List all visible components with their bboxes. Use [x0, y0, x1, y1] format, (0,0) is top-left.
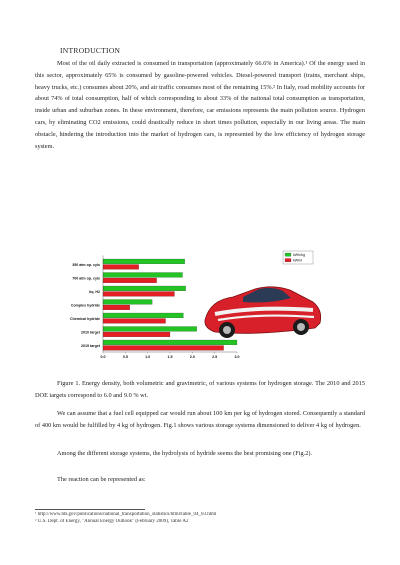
x-tick-label: 2.5	[212, 355, 218, 359]
footnote-1: ¹ http://www.bts.gov/publications/national_transportation_statistics/html/table_04_03.html	[35, 512, 217, 517]
bar	[103, 346, 224, 351]
intro-paragraph-text: Most of the oil daily extracted is consumed in transportation (approximately 66.6% in America).¹ Of the energy used in this sector, approximately 65% is consumed by gasoline-powered vehicles. Diesel-powered transport (trains, merchant ships, heavy trucks, etc.) consumes about 20%, and air traffic consumes most of the remaining 15%.² In Italy, road mobility accounts for about 74% of total consumption, half of which corresponding to about 33% of the national total consumption as transportation, inside urban and suburban zones. In these environment, therefore, car emissions represents the main pollution source. Hydrogen cars, by eliminating CO2 emissions, could drastically reduce in short times pollution, especially in our living areas. The main obstacle, hindering the introduction into the market of hydrogen cars, is represented by the low efficiency of hydrogen storage system.	[35, 60, 365, 150]
category-label: liq. H2	[89, 290, 100, 294]
category-label: 2010 target	[81, 330, 100, 335]
bar	[103, 265, 139, 270]
legend-label: kWh/kg	[293, 253, 305, 257]
category-label: 350 atm op. cyls	[72, 263, 100, 267]
bar	[103, 332, 170, 337]
x-tick-label: 1.5	[167, 355, 173, 359]
footnote-2: ² U.S. Dept. of Energy, "Annual Energy Outlook" (February 2009), Table A2	[35, 519, 189, 524]
bar	[103, 292, 174, 297]
legend-swatch	[285, 253, 291, 256]
body-paragraph-2	[35, 408, 365, 432]
bar	[103, 313, 183, 318]
bar	[103, 305, 130, 310]
legend-swatch	[285, 259, 291, 262]
x-tick-label: 0.5	[122, 355, 128, 359]
x-tick-label: 2.0	[189, 355, 195, 359]
bar	[103, 327, 197, 332]
bar	[103, 300, 152, 305]
bar	[103, 319, 166, 324]
car-hub-rear	[297, 323, 305, 331]
body-paragraph-4	[35, 474, 365, 486]
intro-paragraph	[35, 58, 365, 152]
x-tick-label: 1.0	[145, 355, 151, 359]
car-illustration	[205, 287, 321, 338]
category-label: Chemical hydride	[70, 317, 100, 321]
legend-label: kWh/l	[293, 258, 302, 263]
section-heading: INTRODUCTION	[60, 46, 121, 55]
body-paragraph-2-text: We can assume that a fuel cell equipped car would run about 100 km per kg of hydrogen stored. Consequently a standard of 400 km would be fulfilled by 4 kg of hydrogen. Fig.1 shows various storage systems dimensioned to deliver 4 kg of hydrogen.	[35, 410, 365, 429]
body-paragraph-4-text: The reaction can be represented as:	[57, 476, 146, 483]
bar	[103, 259, 185, 264]
figure-caption-text: Figure 1. Energy density, both volumetric and gravimetric, of various systems for hydrogen storage. The 2010 and 2015 DOE targets correspond to 6.0 and 9.0 % wt.	[35, 380, 365, 399]
x-tick-label: 0.0	[100, 355, 106, 359]
bar	[103, 286, 186, 291]
energy-density-chart	[55, 248, 345, 363]
car-hub-front	[223, 326, 231, 334]
category-label: 2015 target	[81, 344, 100, 348]
body-paragraph-3	[35, 448, 365, 460]
bar	[103, 278, 157, 283]
body-paragraph-3-text: Among the different storage systems, the hydrolysis of hydride seems the best promising one (Fig.2).	[57, 450, 313, 457]
figure-caption	[35, 378, 365, 402]
category-label: Complex hydride	[70, 303, 100, 308]
bar	[103, 340, 237, 345]
bar	[103, 273, 183, 278]
category-label: 700 atm op. cyls	[72, 276, 100, 281]
x-tick-label: 3.0	[234, 355, 240, 359]
footnote-divider	[35, 509, 145, 510]
